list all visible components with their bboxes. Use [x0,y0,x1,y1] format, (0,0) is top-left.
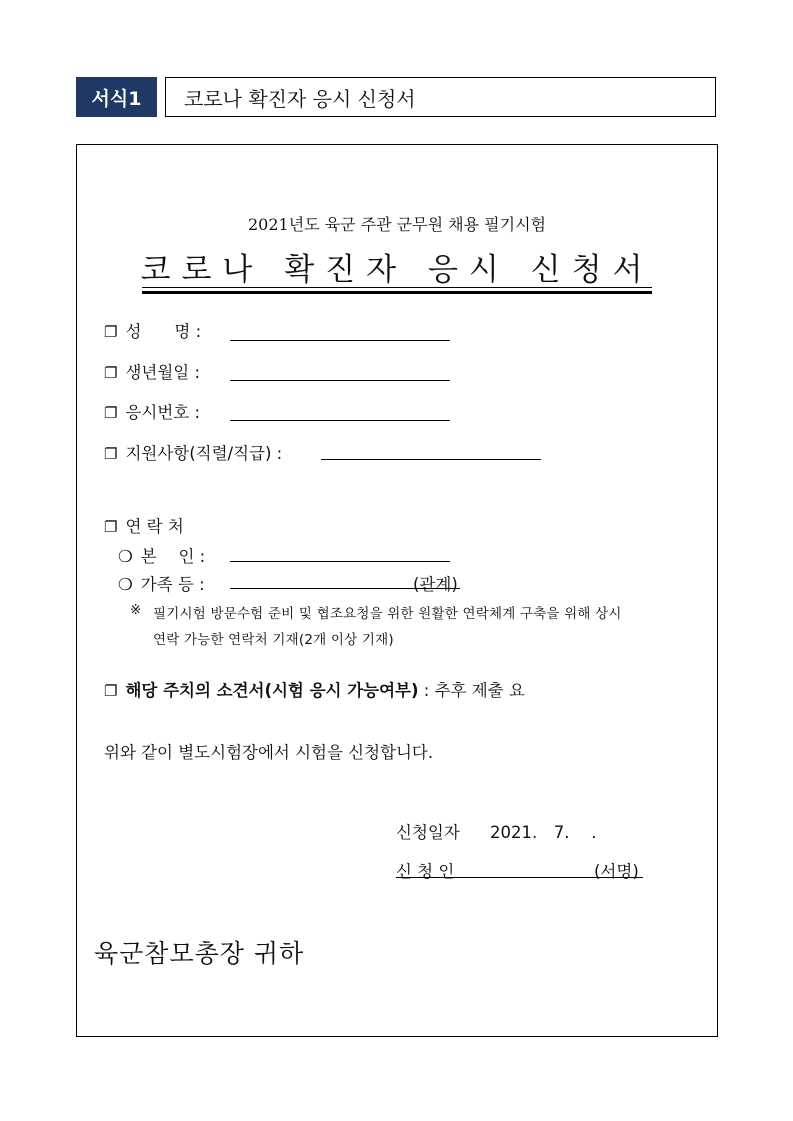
opinion-label: 해당 주치의 소견서(시험 응시 가능여부) [125,681,419,700]
form-header-title: 코로나 확진자 응시 신청서 [165,77,716,117]
contact-family-label: 가족 등 : [140,575,205,594]
checkbox-bullet-icon: ❐ [104,682,118,700]
document-title: 코로나 확진자 응시 신청서 [140,252,654,288]
contact-note-mark: ※ [130,602,142,618]
applicant-label: 신 청 인 [396,862,455,881]
checkbox-bullet-icon: ❐ [104,445,118,463]
application-statement: 위와 같이 별도시험장에서 시험을 신청합니다. [104,743,434,762]
checkbox-bullet-icon: ❐ [104,404,118,422]
relation-label: (관계) [413,575,458,594]
birth-row [104,359,200,383]
contact-self-field[interactable] [230,543,450,562]
form-number-badge: 서식1 [76,77,157,117]
document-subtitle: 2021년도 육군 주관 군무원 채용 필기시험 [248,215,546,234]
contact-heading-row [104,513,184,537]
exam-number-row [104,399,200,423]
contact-heading: 연 락 처 [125,517,184,536]
date-label: 신청일자 [396,823,460,842]
birth-field[interactable] [230,362,450,381]
circle-bullet-icon: ❍ [118,575,133,594]
name-field[interactable] [230,322,450,341]
checkbox-bullet-icon: ❐ [104,518,118,536]
name-row [104,318,201,342]
circle-bullet-icon: ❍ [118,547,133,566]
position-field[interactable] [321,441,541,460]
checkbox-bullet-icon: ❐ [104,364,118,382]
contact-note-line1: 필기시험 방문수험 준비 및 협조요청을 위한 원활한 연락체계 구축을 위해 상시 [153,606,622,622]
contact-self-label: 본 인 : [140,547,206,566]
checkbox-bullet-icon: ❐ [104,323,118,341]
addressee: 육군참모총장 귀하 [94,939,305,968]
date-value: 2021. 7. . [490,823,597,842]
title-rule-thin [142,287,652,288]
opinion-row [104,677,525,701]
opinion-value: : 추후 제출 요 [423,681,525,700]
exam-number-field[interactable] [230,402,450,421]
position-row [104,440,282,464]
contact-note-line2: 연락 가능한 연락처 기재(2개 이상 기재) [153,632,394,648]
birth-label: 생년월일 : [125,363,201,382]
exam-number-label: 응시번호 : [125,403,201,422]
contact-self-row [118,543,205,567]
contact-family-row [118,571,205,595]
position-label: 지원사항(직렬/직급) : [125,444,283,463]
title-rule-thick [142,291,652,294]
signature-label: (서명) [594,862,639,881]
name-label: 성 명 : [125,322,202,341]
